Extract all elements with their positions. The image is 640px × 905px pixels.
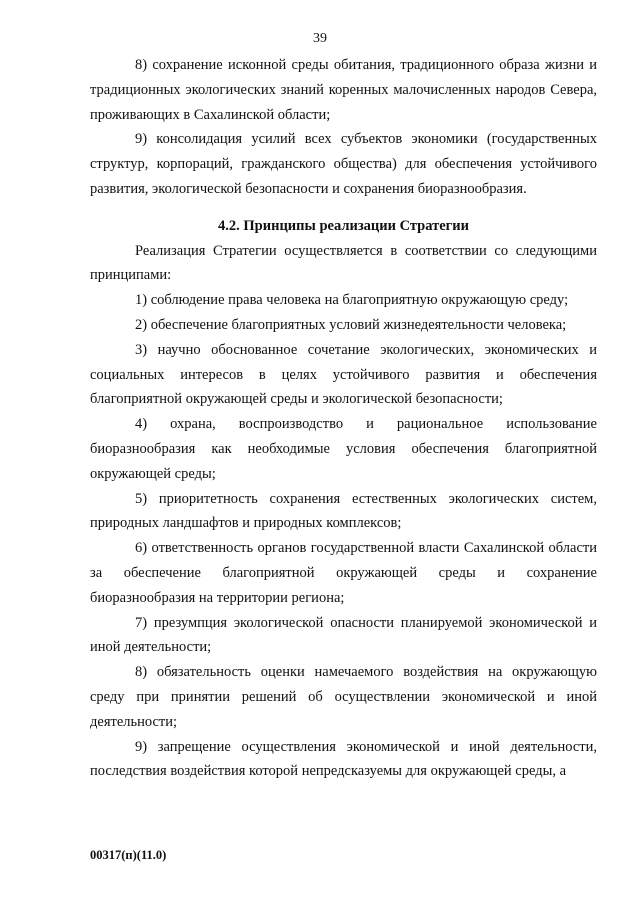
principle-item-9: 9) запрещение осуществления экономической и иной деятельности, последствия воздействия которой непредсказуемы для окружающей среды, а	[90, 738, 597, 780]
document-code: 00317(п)(11.0)	[90, 848, 167, 862]
principle-item-8: 8) обязательность оценки намечаемого воздействия на окружающую среду при принятии решений об осуществлении экономической и иной деятельности;	[90, 664, 597, 730]
principle-item-7: 7) презумпция экологической опасности планируемой экономической и иной деятельности;	[90, 614, 597, 656]
principles-intro: Реализация Стратегии осуществляется в соответствии со следующими принципами:	[90, 242, 597, 284]
principle-item-6: 6) ответственность органов государственной власти Сахалинской области за обеспечение благоприятной окружающей среды и сохранение биоразнообразия на территории региона;	[90, 540, 597, 606]
document-body	[90, 53, 597, 784]
principle-item-5: 5) приоритетность сохранения естественных экологических систем, природных ландшафтов и природных комплексов;	[90, 490, 597, 532]
page-number: 39	[313, 31, 327, 46]
section-heading: 4.2. Принципы реализации Стратегии	[218, 217, 469, 234]
principle-item-3: 3) научно обоснованное сочетание экологических, экономических и социальных интересов в целях устойчивого развития и обеспечения благоприятной окружающей среды и экологической безопасности;	[90, 341, 597, 408]
paragraph-item-9: 9) консолидация усилий всех субъектов экономики (государственных структур, корпораций, гражданского общества) для обеспечения устойчивого развития, экологической безопасности и сохранения биоразнообразия.	[90, 131, 597, 197]
principle-item-4: 4) охрана, воспроизводство и рациональное использование биоразнообразия как необходимые условия обеспечения благоприятной окружающей среды;	[90, 416, 597, 482]
principle-item-1: 1) соблюдение права человека на благоприятную окружающую среду;	[135, 292, 569, 309]
principle-item-2: 2) обеспечение благоприятных условий жизнедеятельности человека;	[135, 316, 567, 333]
paragraph-item-8: 8) сохранение исконной среды обитания, традиционного образа жизни и традиционных экологических знаний коренных малочисленных народов Севера, проживающих в Сахалинской области;	[90, 57, 597, 123]
